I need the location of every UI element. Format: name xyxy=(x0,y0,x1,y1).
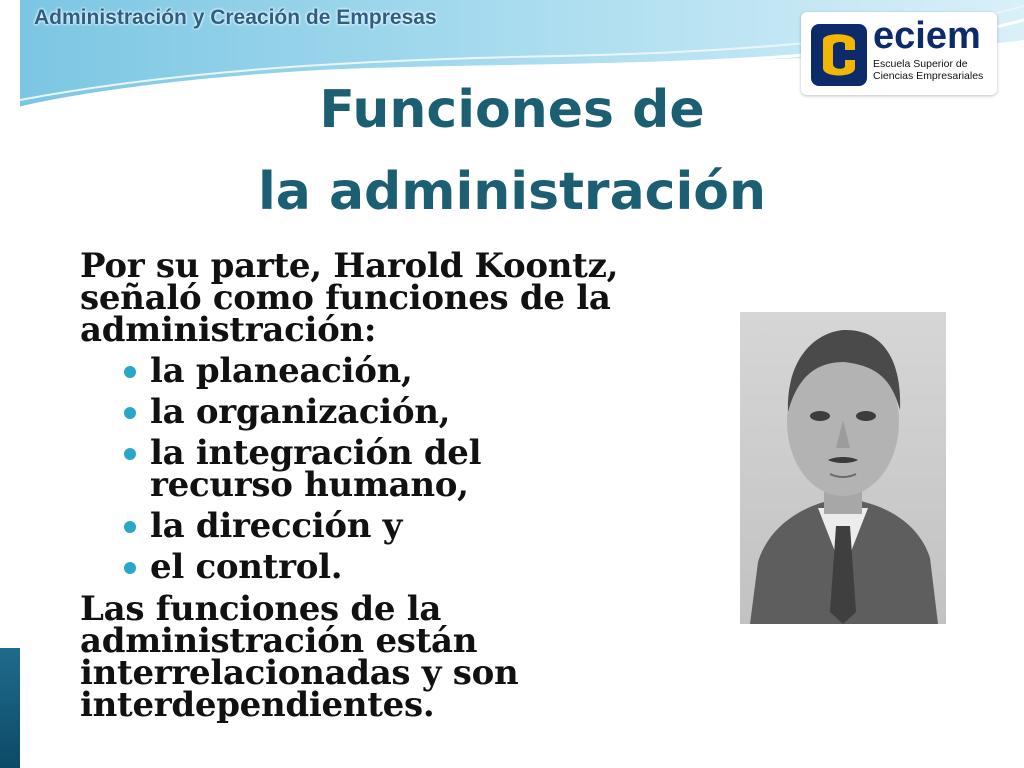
slide-title-line2: la administración xyxy=(257,162,767,222)
slide-title-line1: Funciones de xyxy=(319,80,705,140)
bullet-dot-icon xyxy=(124,562,136,574)
left-accent-bar xyxy=(0,648,20,768)
bullet-dot-icon xyxy=(124,407,136,419)
bullet-text: el control. xyxy=(150,547,343,587)
harold-koontz-portrait xyxy=(740,312,946,624)
bullet-dot-icon xyxy=(124,448,136,460)
intro-line1: Por su parte, Harold Koontz, xyxy=(80,246,619,286)
intro-line2: señaló como funciones de la xyxy=(80,278,611,318)
intro-paragraph xyxy=(80,246,640,350)
conclusion-line4: interdependientes. xyxy=(80,685,435,725)
course-title: Administración y Creación de Empresas xyxy=(34,6,437,29)
list-item xyxy=(122,392,622,432)
conclusion-paragraph xyxy=(80,589,640,725)
logo-subtitle-line1: Escuela Superior de xyxy=(873,58,968,70)
bullet-text: la integración del recurso humano, xyxy=(150,433,482,505)
logo-brand-text: eciem xyxy=(873,15,981,57)
conclusion-line2: administración están xyxy=(80,621,478,661)
conclusion-line1: Las funciones de la xyxy=(80,589,442,629)
conclusion-line3: interrelacionadas y son xyxy=(80,653,519,693)
list-item xyxy=(122,547,622,587)
intro-line3: administración: xyxy=(80,310,377,350)
bullet-dot-icon xyxy=(124,521,136,533)
bullet-text: la planeación, xyxy=(150,351,413,391)
bullet-text: la organización, xyxy=(150,392,451,432)
functions-list xyxy=(122,351,622,592)
logo-subtitle-line2: Ciencias Empresariales xyxy=(873,70,984,82)
bullet-text: la dirección y xyxy=(150,506,403,546)
bullet-dot-icon xyxy=(124,366,136,378)
list-item xyxy=(122,506,622,546)
list-item xyxy=(122,351,622,391)
list-item xyxy=(122,433,622,505)
